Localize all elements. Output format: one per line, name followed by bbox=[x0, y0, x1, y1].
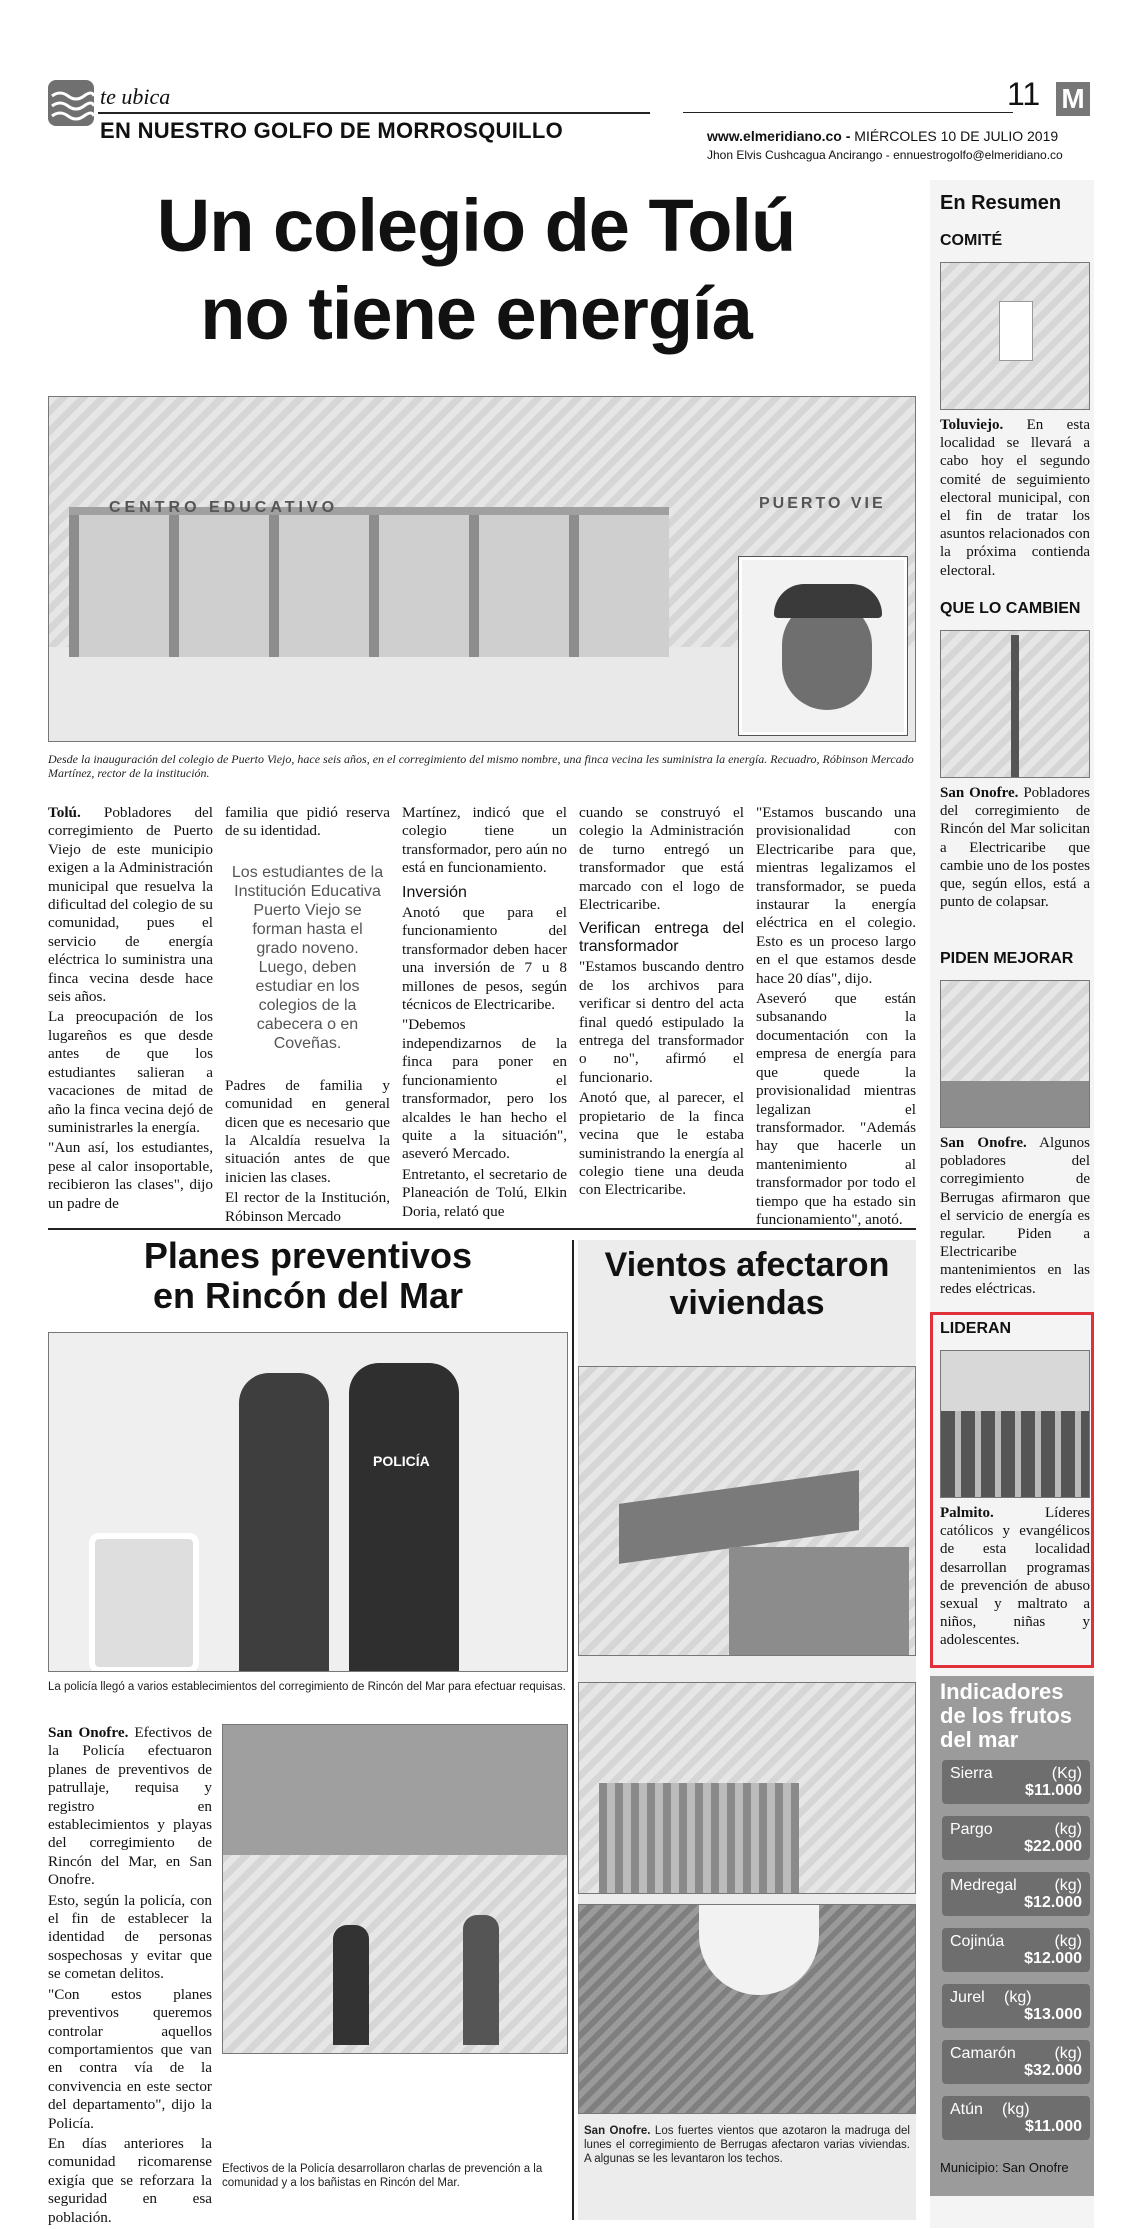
damaged-house-photo-1 bbox=[578, 1366, 916, 1656]
dateline: Tolú. bbox=[48, 804, 81, 821]
paragraph: La preocupación de los lugareños es que desde antes de que los estudiantes salieran a vacaciones de mitad de año la finca vecina dejó de suministrarles la energía. bbox=[48, 1008, 213, 1136]
summary-text: Algunos pobladores del corregimiento de Berrugas afirmaron que el servicio de energía es regular. Piden a Electricaribe mantenimientos en las redes eléctricas. bbox=[940, 1135, 1090, 1297]
paragraph: En días anteriores la comunidad ricomarense exigía que se reforzara la seguridad en esa población. bbox=[48, 2134, 212, 2226]
price-row bbox=[942, 2096, 1090, 2140]
price-row bbox=[942, 1872, 1090, 1916]
paragraph: "Estamos buscando dentro de los archivos para verificar si dentro del acta final quedó estipulado la entrega del transformador o no", afirmó el funcionario. bbox=[579, 958, 744, 1086]
fish-name: Camarón bbox=[950, 2045, 1016, 2062]
paragraph: Entretanto, el secretario de Planeación de Tolú, Elkin Doria, relató que bbox=[402, 1165, 567, 1220]
photo-sign: CENTRO EDUCATIVO bbox=[109, 499, 339, 516]
page-number: 11 bbox=[1007, 76, 1041, 112]
resumen-text-piden-mejorar bbox=[940, 1134, 1090, 1298]
fish-name: Jurel bbox=[950, 1989, 985, 2006]
paragraph: familia que pidió reserva de su identidad. bbox=[225, 804, 390, 840]
resumen-head-comite: COMITÉ bbox=[940, 232, 1003, 249]
planes-column bbox=[48, 1724, 212, 2229]
summary-text: En esta localidad se llevará a cabo hoy el segundo comité de seguimiento electoral municipal, con el fin de tratar los asuntos relacionados con la próxima contienda electoral. bbox=[940, 417, 1090, 579]
trees bbox=[941, 1081, 1090, 1128]
wood-house bbox=[599, 1783, 799, 1894]
paragraph: Anotó que para el funcionamiento del transformador deben hacer una inversión de 7 u 8 millones de pesos, según técnicos de Electricaribe. bbox=[402, 904, 567, 1014]
leaders-photo bbox=[940, 1350, 1090, 1498]
price-row bbox=[942, 1928, 1090, 1972]
dateline: San Onofre. bbox=[940, 1135, 1027, 1151]
fish-unit: (kg) bbox=[1054, 2045, 1082, 2062]
resumen-text-que-lo-cambien bbox=[940, 784, 1090, 911]
fish-name: Medregal bbox=[950, 1877, 1017, 1894]
paragraph: El rector de la Institución, Róbinson Mercado bbox=[225, 1189, 390, 1225]
paragraph: Esto, según la policía, con el fin de establecer la identidad de personas sospechosas y evitar que se cometan delitos. bbox=[48, 1891, 212, 1983]
sky-light bbox=[699, 1905, 819, 1995]
site-url: www.elmeridiano.co - bbox=[707, 128, 851, 144]
debris bbox=[729, 1547, 909, 1656]
fish-price: $32.000 bbox=[1024, 2062, 1082, 2079]
officer bbox=[333, 1925, 369, 2045]
paragraph: "Estamos buscando una provisionalidad con Electricaribe para que, mientras legalizamos el transformador, se pueda instaurar la energía eléctrica en el colegio. Esto es un proceso largo en el que estamos desde hace 20 días", dijo. bbox=[756, 804, 916, 987]
headline-line: viviendas bbox=[669, 1284, 825, 1322]
street-photo bbox=[222, 1724, 568, 2054]
fish-price: $12.000 bbox=[1024, 1894, 1082, 1911]
resumen-text-lideran bbox=[940, 1504, 1090, 1650]
fish-price: $12.000 bbox=[1024, 1950, 1082, 1967]
caption-text: Los fuertes vientos que azotaron la madruga del lunes el corregimiento de Berrugas afectaron varias viviendas. A algunas se les levantaron los techos. bbox=[584, 2125, 910, 2165]
dateline: Toluviejo. bbox=[940, 417, 1004, 433]
planes-headline bbox=[48, 1236, 568, 1316]
paragraph: Efectivos de la Policía efectuaron planes de preventivos de patrullaje, requisa y registro en establecimientos y playas del corregimiento de Rincón del Mar, en San Onofre. bbox=[48, 1724, 212, 1889]
paragraph: Aseveró que están subsanando la documentación con la empresa de energía para que quede la provisionalidad mientras legalizan el transformador. "Además hay que hacerle un mantenimiento al transformador por todo el tiempo que ha estado sin funcionamiento", anotó. bbox=[756, 990, 916, 1228]
fish-price: $13.000 bbox=[1024, 2006, 1082, 2023]
paragraph: "Con estos planes preventivos queremos controlar aquellos comportamientos que van en contra vía de la convivencia en este sector del departamento", dijo la Policía. bbox=[48, 1985, 212, 2132]
subheading: Inversión bbox=[402, 883, 467, 901]
rector-inset-photo bbox=[739, 557, 907, 735]
price-row bbox=[942, 1816, 1090, 1860]
dateline: Palmito. bbox=[940, 1505, 994, 1521]
title-line: Indicadores bbox=[940, 1679, 1064, 1704]
pole-photo bbox=[940, 630, 1090, 778]
price-row bbox=[942, 2040, 1090, 2084]
column-divider bbox=[572, 1240, 574, 2220]
summary-text: Pobladores del corregimiento de Rincón del Mar solicitan a Electricaribe que cambie uno de los postes que, según ellos, está a punto de colapsar. bbox=[940, 785, 1090, 911]
police-photo bbox=[48, 1332, 568, 1672]
main-column-3 bbox=[402, 804, 567, 1223]
vientos-headline bbox=[578, 1246, 916, 1322]
fish-unit: (kg) bbox=[1002, 2101, 1030, 2118]
resumen-head-piden-mejorar: PIDEN MEJORAR bbox=[940, 950, 1074, 967]
fish-price: $22.000 bbox=[1024, 1838, 1082, 1855]
date-line bbox=[707, 128, 1058, 144]
main-column-2 bbox=[225, 804, 390, 1228]
paragraph: "Aun así, los estudiantes, pese al calor insoportable, recibieron las clases", dijo un padre de bbox=[48, 1139, 213, 1212]
headline-line: no tiene energía bbox=[200, 272, 752, 355]
section-logo bbox=[48, 80, 94, 126]
date: MIÉRCOLES 10 DE JULIO 2019 bbox=[854, 128, 1059, 144]
paragraph: cuando se construyó el colegio la Administración de turno entregó un transformador que está marcado con el logo de Electricaribe. bbox=[579, 804, 744, 914]
main-photo-caption: Desde la inauguración del colegio de Puerto Viejo, hace seis años, en el corregimiento del mismo nombre, una finca vecina les suministra la energía. Recuadro, Róbinson Mercado Martínez, rector de la institución. bbox=[48, 752, 914, 780]
fish-name: Cojinúa bbox=[950, 1933, 1005, 1950]
summary-text: Líderes católicos y evangélicos de esta localidad desarrollan programas de prevención de abuso sexual y maltrato a niños, niñas y adolescentes. bbox=[940, 1505, 1090, 1649]
headline-line: Vientos afectaron bbox=[604, 1246, 890, 1284]
school-photo bbox=[48, 396, 916, 742]
section-kicker: te ubica bbox=[100, 84, 171, 109]
person bbox=[463, 1915, 499, 2045]
main-column-1 bbox=[48, 804, 213, 1215]
title-line: del mar bbox=[940, 1727, 1019, 1752]
plastic-chair bbox=[89, 1533, 199, 1672]
damaged-roof-photo bbox=[578, 1904, 916, 2114]
paragraph: Padres de familia y comunidad en general dicen que es necesario que la Alcaldía resuelva la situación antes de que inicien las clases. bbox=[225, 1076, 390, 1186]
officer bbox=[239, 1373, 329, 1672]
fish-unit: (kg) bbox=[1054, 1877, 1082, 1894]
resumen-title: En Resumen bbox=[940, 192, 1062, 214]
main-column-5 bbox=[756, 804, 916, 1231]
fish-name: Atún bbox=[950, 2101, 983, 2118]
subheading: Verifican entrega del transformador bbox=[579, 920, 744, 956]
fish-unit: (Kg) bbox=[1051, 1765, 1082, 1782]
paragraph: Anotó que, al parecer, el propietario de la finca vecina que le estaba suministrando la energía al colegio tiene una deuda con Electricaribe. bbox=[579, 1089, 744, 1199]
pull-quote: Los estudiantes de la Institución Educativa Puerto Viejo se forman hasta el grado noveno. Luego, deben estudiar en los colegios de la cabecera o en Coveñas. bbox=[231, 863, 384, 1052]
section-title: EN NUESTRO GOLFO DE MORROSQUILLO bbox=[100, 118, 564, 143]
pole bbox=[1011, 635, 1019, 778]
dateline: San Onofre. bbox=[940, 785, 1019, 801]
fish-name: Sierra bbox=[950, 1765, 993, 1782]
cap bbox=[774, 584, 882, 618]
main-column-4 bbox=[579, 804, 744, 1202]
resumen-text-comite bbox=[940, 416, 1090, 580]
photo-sign: PUERTO VIE bbox=[759, 495, 886, 512]
church-photo bbox=[940, 262, 1090, 410]
section-divider bbox=[48, 1228, 916, 1230]
planes-caption-1: La policía llegó a varios establecimientos del corregimiento de Rincón del Mar para efectuar requisas. bbox=[48, 1681, 566, 1693]
paragraph: Pobladores del corregimiento de Puerto Viejo de este municipio exigen a la Administración municipal que resuelva la dificultad del colegio de su comunidad, pues el servicio de energía eléctrica lo suministra una finca vecina desde hace seis años. bbox=[48, 804, 213, 1006]
power-lines-photo bbox=[940, 980, 1090, 1128]
headline-line: en Rincón del Mar bbox=[152, 1275, 464, 1316]
fish-unit: (kg) bbox=[1054, 1821, 1082, 1838]
header-rule bbox=[98, 112, 650, 114]
main-headline bbox=[36, 182, 916, 358]
dateline: San Onofre. bbox=[48, 1724, 129, 1741]
paragraph: "Debemos independizarnos de la finca para poner en funcionamiento el transformador, pero los alcaldes le han hecho el quite a la situación", aseveró Mercado. bbox=[402, 1016, 567, 1163]
brand-logo: M bbox=[1056, 82, 1090, 116]
photo-fence bbox=[69, 507, 669, 657]
indicadores-title bbox=[940, 1680, 1072, 1752]
paragraph: Martínez, indicó que el colegio tiene un transformador, pero aún no está en funcionamiento. bbox=[402, 804, 567, 877]
resumen-head-que-lo-cambien: QUE LO CAMBIEN bbox=[940, 600, 1081, 617]
fish-price: $11.000 bbox=[1025, 1782, 1082, 1799]
price-row bbox=[942, 1984, 1090, 2028]
fish-name: Pargo bbox=[950, 1821, 993, 1838]
headline-line: Un colegio de Tolú bbox=[156, 184, 796, 267]
resumen-head-lideran: LIDERAN bbox=[940, 1320, 1012, 1337]
vest-label: POLICÍA bbox=[373, 1453, 430, 1469]
fish-unit: (kg) bbox=[1054, 1933, 1082, 1950]
headline-line: Planes preventivos bbox=[143, 1235, 473, 1276]
fish-unit: (kg) bbox=[1004, 1989, 1032, 2006]
byline: Jhon Elvis Cushcagua Ancirango - ennuestrogolfo@elmeridiano.co bbox=[707, 148, 1063, 162]
officer bbox=[349, 1363, 459, 1672]
indicadores-footer: Municipio: San Onofre bbox=[940, 2160, 1069, 2175]
planes-caption-2: Efectivos de la Policía desarrollaron charlas de prevención a la comunidad y a los bañistas en Rincón del Mar. bbox=[222, 2163, 543, 2189]
church bbox=[999, 301, 1033, 361]
waves-icon bbox=[48, 80, 94, 126]
group bbox=[941, 1411, 1090, 1498]
fish-price: $11.000 bbox=[1025, 2118, 1082, 2135]
damaged-house-photo-2 bbox=[578, 1682, 916, 1894]
tree-canopy bbox=[223, 1725, 568, 1855]
vientos-caption bbox=[584, 2124, 910, 2166]
dateline: San Onofre. bbox=[584, 2125, 651, 2137]
header-rule-right bbox=[683, 112, 1013, 113]
price-row bbox=[942, 1760, 1090, 1804]
title-line: de los frutos bbox=[940, 1703, 1073, 1728]
